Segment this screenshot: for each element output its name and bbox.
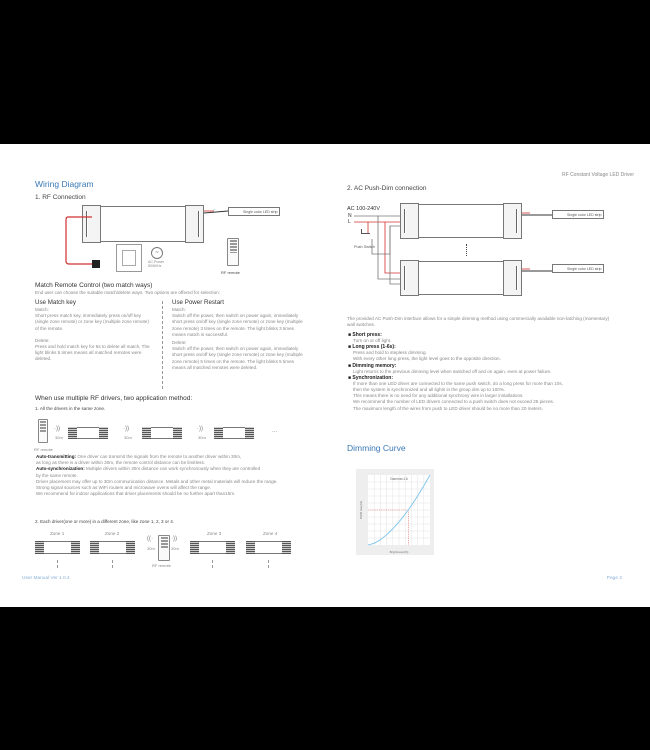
auto-transmitting-text-2: as long as there is a driver within 30m, the remote control distance can be limitless. bbox=[36, 460, 206, 466]
rf-remote-label: RF remote bbox=[152, 563, 171, 568]
manual-page bbox=[0, 144, 650, 607]
ac-voltage-label: AC 100-240V bbox=[347, 206, 381, 212]
delete-text: Switch off the power, then switch on power again, immediately short press on/off key (single zone remote) or zone key (multiple zone remote) 5 times on the remote. The light blinks 5 times means all matched remotes were deleted. bbox=[172, 346, 303, 370]
match-label: Match: bbox=[35, 307, 49, 312]
range-note-3: We recommend for indoor applications that driver placements should be no further apart than15m. bbox=[36, 491, 236, 497]
signal-icon: ·)) bbox=[171, 536, 177, 542]
auto-sync-text-2: by the same remote. bbox=[36, 472, 78, 478]
match-intro: End user can choose the suitable match/delete ways. Two options are offered for selection: bbox=[35, 290, 220, 295]
dimming-curve-chart bbox=[356, 469, 434, 555]
ellipsis: ... bbox=[272, 428, 278, 434]
led-driver bbox=[400, 261, 522, 295]
rf-remote-label: RF remote bbox=[221, 270, 240, 275]
signal-icon: ·)) bbox=[197, 426, 203, 432]
method2-label: 2. Each driver(one or more) in a different zone, like zone 1, 2, 3 or 4. bbox=[35, 519, 175, 524]
distance-label: 30m bbox=[124, 435, 132, 440]
auto-sync-label: Auto-synchronization: bbox=[36, 466, 85, 472]
more-drivers-indicator bbox=[466, 244, 467, 256]
led-driver bbox=[400, 204, 522, 238]
power-restart-title: Use Power Restart bbox=[172, 299, 224, 306]
match-key-title: Use Match key bbox=[35, 299, 76, 306]
signal-icon: ·)) bbox=[123, 426, 129, 432]
auto-transmitting-text: One driver can transmit the signals from the remote to another driver within 30m, bbox=[76, 454, 242, 459]
delete-label: Delete: bbox=[172, 340, 187, 346]
push-switch-icon bbox=[361, 229, 370, 234]
multi-driver-title: When use multiple RF drivers, two application method: bbox=[35, 395, 193, 402]
match-remote-title: Match Remote Control (two match ways) bbox=[35, 282, 153, 289]
push-dim-features bbox=[348, 332, 628, 412]
svg-text:Gamma=1.6: Gamma=1.6 bbox=[390, 477, 408, 481]
product-header: RF Constant Voltage LED Driver bbox=[562, 172, 634, 178]
auto-sync-text: Multiple drivers within 30m distance can work synchronously when they are controlled bbox=[84, 466, 261, 472]
feature-short-press: ■ Short press: Turn on or off light. bbox=[348, 332, 392, 343]
led-strip-label: Single color LED strip bbox=[228, 207, 280, 216]
footer-page-number: Page 2 bbox=[606, 576, 622, 581]
svg-text:PWM duty(%): PWM duty(%) bbox=[359, 500, 363, 520]
dimming-curve-title: Dimming Curve bbox=[347, 443, 406, 453]
chart-plot bbox=[356, 469, 434, 555]
distance-label: 30m bbox=[171, 546, 179, 551]
range-note-1: Driver placement may offer up to 30m communication distance. Metals and other metal materials will reduce the range. bbox=[36, 478, 278, 484]
rf-connection-title: 1. RF Connection bbox=[35, 194, 86, 201]
zone-label: Zone 2 bbox=[105, 531, 120, 536]
zone-label: Zone 4 bbox=[263, 531, 278, 536]
distance-label: 30m bbox=[55, 435, 63, 440]
push-dim-title: 2. AC Push-Dim connection bbox=[347, 185, 427, 192]
zone-label: Zone 1 bbox=[50, 531, 65, 536]
push-switch-label: Push Switch bbox=[354, 245, 375, 249]
ac-sine-icon: ~ bbox=[151, 247, 163, 259]
feature-long-press: ■ Long press (1-6s): Press and hold to stepless dimming. With every other long press, the light level goes to the opposite direction. bbox=[348, 344, 501, 362]
wiring-diagram-title: Wiring Diagram bbox=[35, 179, 94, 189]
method1-label: 1. All the drivers in the same zone. bbox=[35, 406, 106, 411]
auto-transmitting-label: Auto-transmitting: bbox=[36, 454, 77, 459]
line-label: L bbox=[348, 219, 351, 225]
push-dim-intro: The provided AC Push-Dim interface allows for a simple dimming method using commercially available non-latching (momentary) wall switches. bbox=[347, 316, 610, 328]
distance-label: 30m bbox=[147, 546, 155, 551]
delete-label: Delete: bbox=[35, 337, 50, 343]
footer-version: User Manual Ver 1.0.4 bbox=[22, 576, 70, 581]
ac-power-label: AC Power 50/60Hz bbox=[148, 260, 165, 268]
zone-label: Zone 3 bbox=[207, 531, 222, 536]
led-strip-label: Single color LED strip bbox=[552, 210, 604, 219]
match-label: Match: bbox=[172, 307, 186, 312]
svg-text:Brightness(%): Brightness(%) bbox=[389, 550, 409, 554]
wireless-signal-icon: ◜ bbox=[213, 209, 216, 215]
match-text: Short press match key, immediately press on/off key (single zone remote) or zone key (multiple zone remote) of the remote. bbox=[35, 313, 149, 331]
distance-label: 30m bbox=[198, 435, 206, 440]
signal-icon: ·)) bbox=[54, 426, 60, 432]
feature-synchronization: ■ Synchronization: If more than one LED driver are connected to the same push switch, do a long press for more than 10s, then the system is synchronized and all lights in the group dim up to 100%. This means there is no need for any additional synchrony wire in larger installations. We recommend the number of LED drivers connected to a push switch does not exceed 25 pieces. The maximum length of the wires from push to LED driver should be no more than 20 meters. bbox=[348, 374, 563, 411]
match-text: Switch off the power, then switch on power again, immediately short press on/off key (single zone remote) or zone key (multiple zone remote) 3 times on the remote. The light blinks 3 times means match is successful. bbox=[172, 313, 303, 337]
feature-dimming-memory: ■ Dimming memory: Light returns to the previous dimming level when switched off and on again, even at power failure. bbox=[348, 362, 552, 374]
led-strip-label: Single color LED strip bbox=[552, 264, 604, 273]
signal-icon: ((· bbox=[147, 536, 153, 542]
rf-remote-label: RF remote bbox=[34, 447, 53, 452]
neutral-label: N bbox=[348, 213, 352, 219]
range-note-2: Strong signal sources such as WiFi routers and microwave ovens will affect the range. bbox=[36, 485, 212, 491]
delete-text: Press and hold match key for 5s to delete all match, The light blinks 5 times means all matched remotes were deleted. bbox=[35, 344, 150, 362]
